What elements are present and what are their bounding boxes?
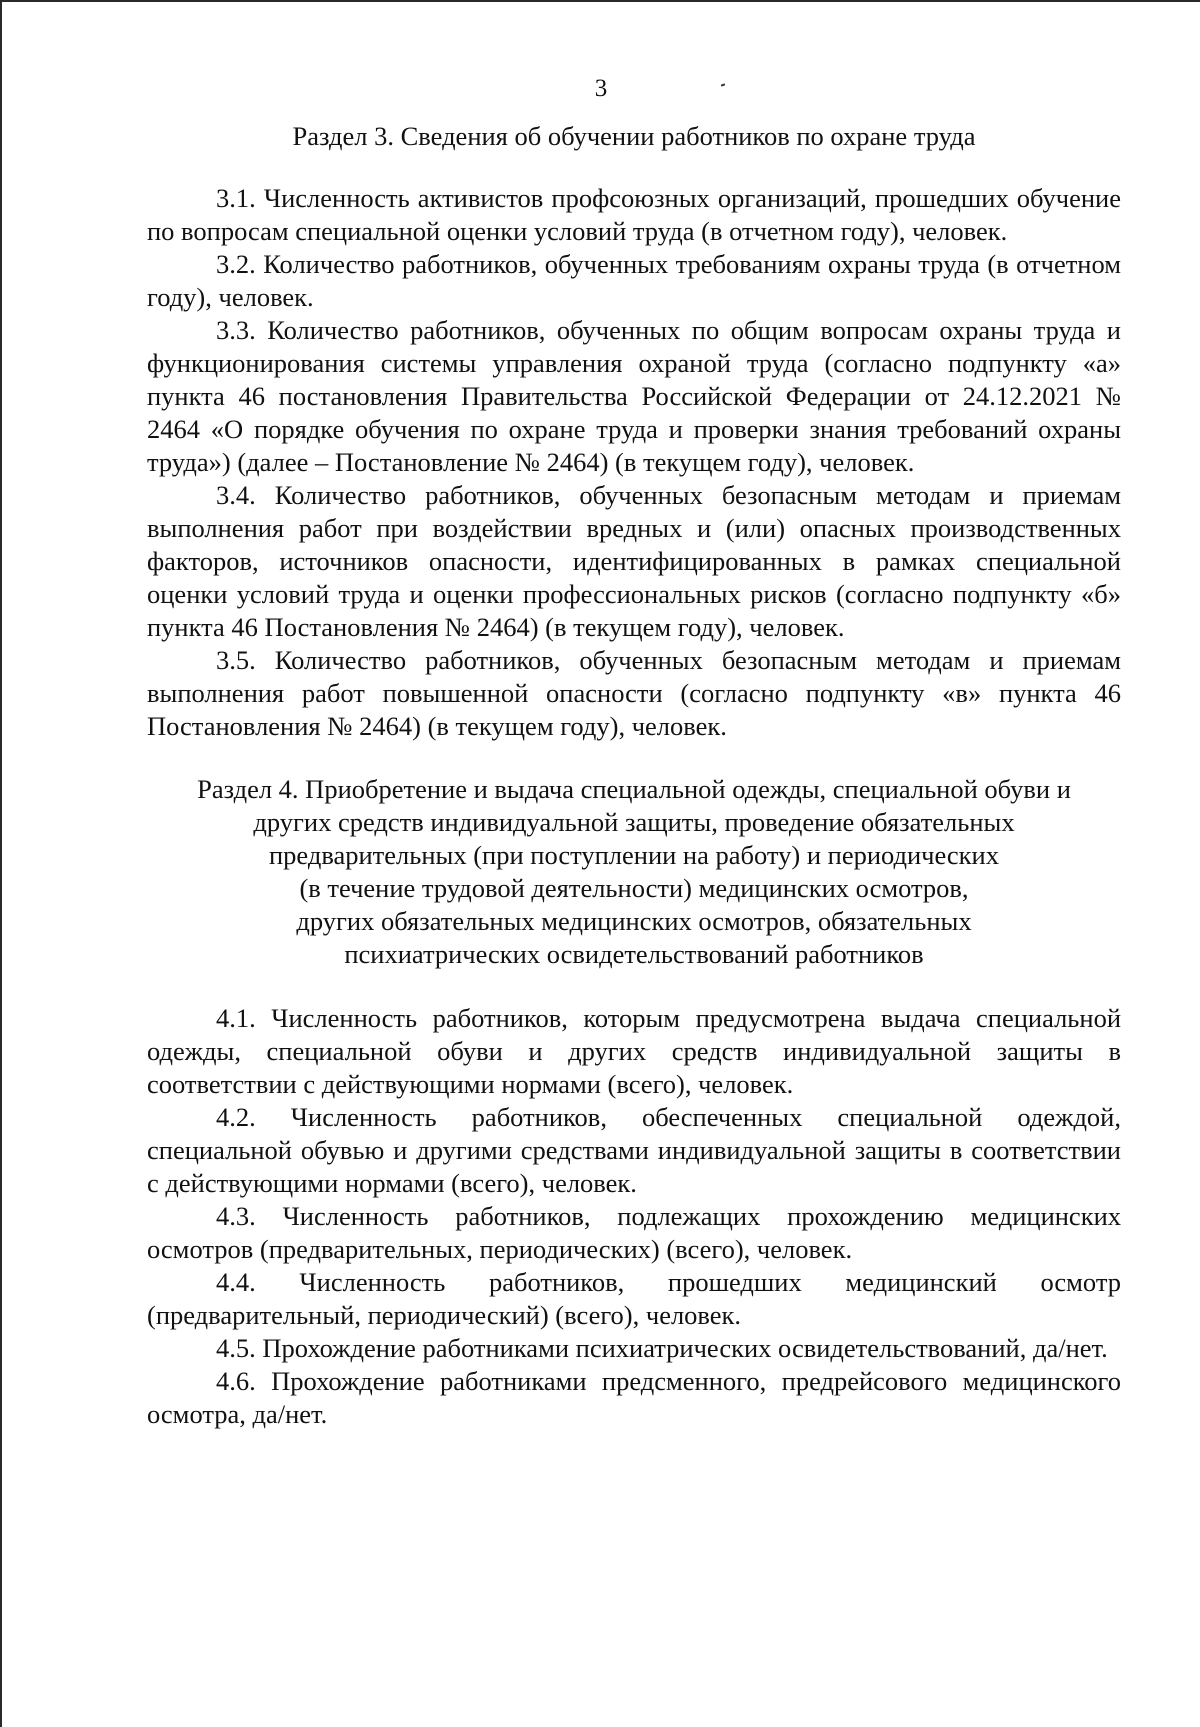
paragraph-4-3: 4.3. Численность работников, подлежащих прохождению медицинских осмотров (предварительных, периодических) (всего), человек.	[147, 1201, 1121, 1264]
section-4-title-line: Раздел 4. Приобретение и выдача специальной одежды, специальной обуви и	[197, 774, 1071, 804]
section-4-title	[147, 773, 1121, 971]
paragraph-3-3: 3.3. Количество работников, обученных по общим вопросам охраны труда и функционирования системы управления охраной труда (согласно подпункту «а» пункта 46 постановления Правительства Российской Федерации от 24.12.2021 № 2464 «О порядке обучения по охране труда и проверки знания требований охраны труда») (далее – Постановление № 2464) (в текущем году), человек.	[147, 315, 1121, 477]
section-4-title-line: психиатрических освидетельствований работников	[344, 939, 924, 969]
section-3-title: Раздел 3. Сведения об обучении работников по охране труда	[292, 121, 976, 151]
section-4-title-line: других обязательных медицинских осмотров, обязательных	[296, 906, 972, 936]
paragraph-4-4: 4.4. Численность работников, прошедших медицинский осмотр (предварительный, периодический) (всего), человек.	[147, 1267, 1121, 1330]
paragraph-3-2: 3.2. Количество работников, обученных требованиям охраны труда (в отчетном году), человек.	[147, 249, 1121, 312]
paragraph-3-5: 3.5. Количество работников, обученных безопасным методам и приемам выполнения работ повышенной опасности (согласно подпункту «в» пункта 46 Постановления № 2464) (в текущем году), человек.	[147, 645, 1121, 741]
section-4-title-line: других средств индивидуальной защиты, проведение обязательных	[253, 807, 1015, 837]
page-content	[147, 120, 1121, 1431]
section-4-title-line: (в течение трудовой деятельности) медицинских осмотров,	[299, 873, 969, 903]
paragraph-3-1: 3.1. Численность активистов профсоюзных организаций, прошедших обучение по вопросам специальной оценки условий труда (в отчетном году), человек.	[147, 183, 1121, 246]
paragraph-4-2: 4.2. Численность работников, обеспеченных специальной одеждой, специальной обувью и другими средствами индивидуальной защиты в соответствии с действующими нормами (всего), человек.	[147, 1102, 1121, 1198]
paragraph-3-4: 3.4. Количество работников, обученных безопасным методам и приемам выполнения работ при воздействии вредных и (или) опасных производственных факторов, источников опасности, идентифицированных в рамках специальной оценки условий труда и оценки профессиональных рисков (согласно подпункту «б» пункта 46 Постановления № 2464) (в текущем году), человек.	[147, 480, 1121, 642]
paragraph-4-5: 4.5. Прохождение работниками психиатрических освидетельствований, да/нет.	[216, 1333, 1108, 1363]
page-number: 3	[594, 75, 608, 102]
paragraph-4-6: 4.6. Прохождение работниками предсменного, предрейсового медицинского осмотра, да/нет.	[147, 1366, 1121, 1429]
section-4-title-line: предварительных (при поступлении на работу) и периодических	[269, 840, 999, 870]
paragraph-4-1: 4.1. Численность работников, которым предусмотрена выдача специальной одежды, специальной обуви и других средств индивидуальной защиты в соответствии с действующими нормами (всего), человек.	[147, 1003, 1121, 1099]
